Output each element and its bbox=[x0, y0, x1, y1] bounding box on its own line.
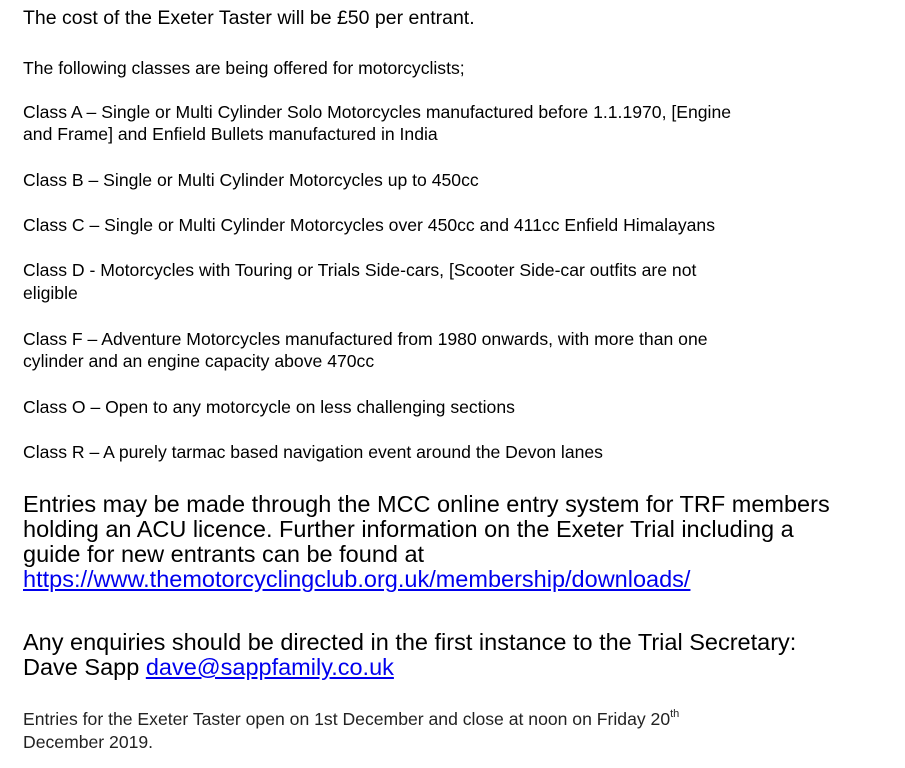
entries-link-line bbox=[23, 567, 690, 592]
class-c: Class C – Single or Multi Cylinder Motorcycles over 450cc and 411cc Enfield Himalayans bbox=[23, 215, 715, 235]
classes-heading: The following classes are being offered for motorcyclists; bbox=[23, 58, 465, 78]
dates-line1 bbox=[23, 708, 679, 730]
secretary-name: Dave Sapp bbox=[23, 654, 146, 680]
class-r: Class R – A purely tarmac based navigation event around the Devon lanes bbox=[23, 442, 603, 462]
entries-line1: Entries may be made through the MCC online entry system for TRF members bbox=[23, 491, 830, 517]
class-f-line2: cylinder and an engine capacity above 470cc bbox=[23, 351, 375, 371]
email-link[interactable]: dave@sappfamily.co.uk bbox=[145, 654, 394, 680]
class-a-line1: Class A – Single or Multi Cylinder Solo Motorcycles manufactured before 1.1.1970, [Engine bbox=[23, 102, 732, 122]
dates-text: Entries for the Exeter Taster open on 1st December and close at noon on Friday 20 bbox=[23, 709, 671, 729]
downloads-link[interactable]: https://www.themotorcyclingclub.org.uk/membership/downloads/ bbox=[23, 566, 691, 592]
class-d-line1: Class D - Motorcycles with Touring or Trials Side-cars, [Scooter Side-car outfits are not bbox=[23, 260, 697, 280]
class-o: Class O – Open to any motorcycle on less challenging sections bbox=[23, 397, 515, 417]
ordinal-suffix: th bbox=[670, 708, 680, 720]
class-b: Class B – Single or Multi Cylinder Motorcycles up to 450cc bbox=[23, 170, 479, 190]
class-a-line2: and Frame] and Enfield Bullets manufactured in India bbox=[23, 124, 438, 144]
enquiries-line1: Any enquiries should be directed in the first instance to the Trial Secretary: bbox=[23, 629, 797, 655]
enquiries-line2 bbox=[23, 655, 394, 680]
class-f-line1: Class F – Adventure Motorcycles manufactured from 1980 onwards, with more than one bbox=[23, 329, 708, 349]
entries-line3: guide for new entrants can be found at bbox=[23, 541, 425, 567]
dates-line2: December 2019. bbox=[23, 732, 154, 752]
entries-line2: holding an ACU licence. Further information on the Exeter Trial including a bbox=[23, 516, 794, 542]
cost-text: The cost of the Exeter Taster will be £50 per entrant. bbox=[23, 7, 475, 29]
class-d-line2: eligible bbox=[23, 283, 78, 303]
